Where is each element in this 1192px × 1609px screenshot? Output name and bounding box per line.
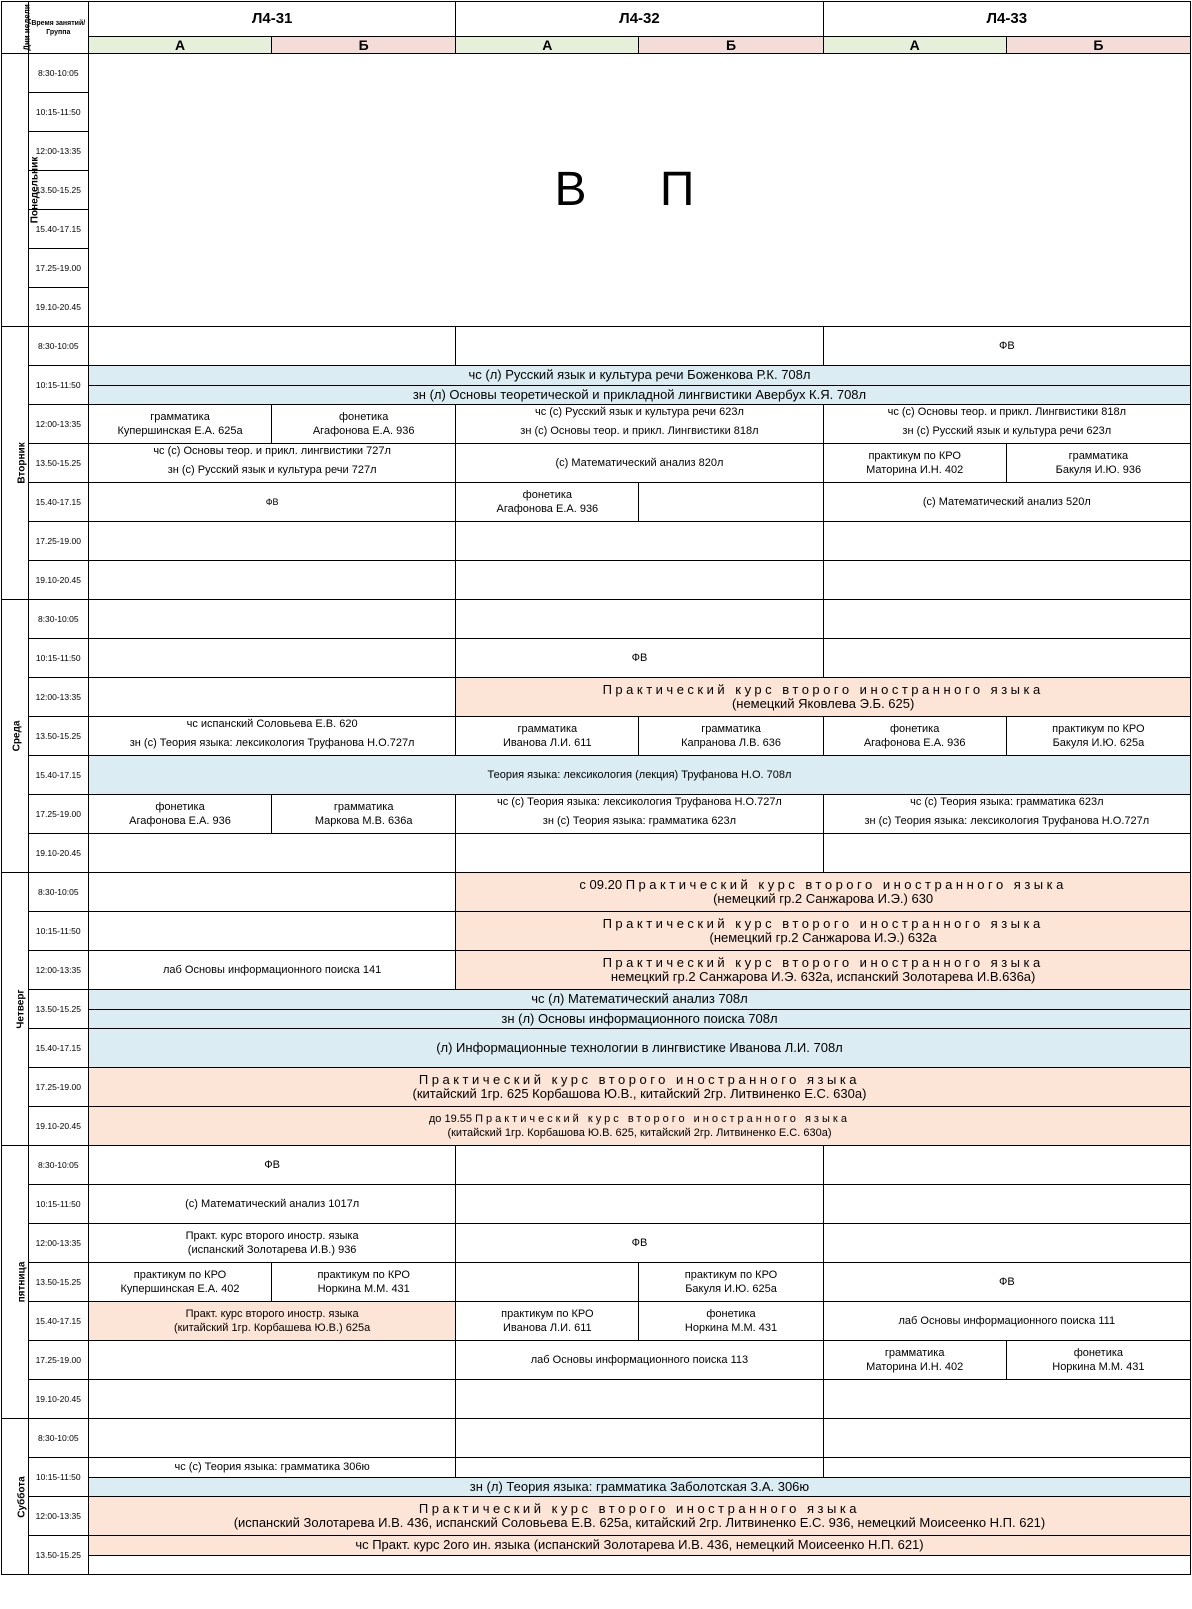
empty-cell bbox=[88, 912, 455, 951]
time-slot: 19.10-20.45 bbox=[28, 1380, 88, 1419]
group-l4-33: Л4-33 bbox=[823, 2, 1190, 37]
header-days: Дни недели bbox=[2, 2, 29, 54]
subgroup-32b: Б bbox=[639, 37, 823, 54]
lecture-cell: зн (л) Основы информационного поиска 708л bbox=[88, 1009, 1190, 1029]
class-cell: практикум по КРО Бакуля И.Ю. 625а bbox=[639, 1263, 823, 1302]
time-slot: 17.25-19.00 bbox=[28, 522, 88, 561]
empty-cell bbox=[88, 522, 455, 561]
time-slot: 15.40-17.15 bbox=[28, 210, 88, 249]
class-cell: фонетика Агафонова Е.А. 936 bbox=[88, 795, 271, 834]
time-slot: 12:00-13:35 bbox=[28, 405, 88, 444]
empty-cell bbox=[456, 1146, 823, 1185]
class-cell: (с) Математический анализ 820л bbox=[456, 444, 823, 483]
empty-cell bbox=[823, 600, 1190, 639]
time-slot: 15.40-17.15 bbox=[28, 756, 88, 795]
time-slot: 17.25-19.00 bbox=[28, 1068, 88, 1107]
lecture-cell: зн (л) Основы теоретической и прикладной лингвистики Авербух К.Я. 708л bbox=[88, 385, 1190, 405]
class-cell: чс испанский Соловьева Е.В. 620 зн (с) Теория языка: лексикология Труфанова Н.О.727л bbox=[88, 717, 455, 756]
group-l4-32: Л4-32 bbox=[456, 2, 823, 37]
time-slot: 15.40-17.15 bbox=[28, 1029, 88, 1068]
class-cell: лаб Основы информационного поиска 111 bbox=[823, 1302, 1190, 1341]
lecture-cell: (л) Информационные технологии в лингвистике Иванова Л.И. 708л bbox=[88, 1029, 1190, 1068]
time-slot: 19.10-20.45 bbox=[28, 1107, 88, 1146]
empty-cell bbox=[456, 834, 823, 873]
class-cell: практикум по КРО Маторина И.Н. 402 bbox=[823, 444, 1006, 483]
class-cell: чс (с) Русский язык и культура речи 623л зн (с) Основы теор. и прикл. Лингвистики 818л bbox=[456, 405, 823, 444]
time-slot: 10:15-11:50 bbox=[28, 1458, 88, 1497]
class-cell: практикум по КРО Бакуля И.Ю. 625а bbox=[1006, 717, 1190, 756]
empty-cell bbox=[823, 1419, 1190, 1458]
lecture-cell: зн (л) Теория языка: грамматика Заболотская З.А. 306ю bbox=[88, 1477, 1190, 1497]
empty-cell bbox=[823, 1380, 1190, 1419]
empty-cell bbox=[88, 1380, 455, 1419]
empty-cell bbox=[88, 834, 455, 873]
time-slot: 15.40-17.15 bbox=[28, 483, 88, 522]
class-cell: Практ. курс второго иностр. языка (испанский Золотарева И.В.) 936 bbox=[88, 1224, 455, 1263]
empty-cell bbox=[88, 1419, 455, 1458]
class-cell: лаб Основы информационного поиска 113 bbox=[456, 1341, 823, 1380]
empty-cell bbox=[823, 561, 1190, 600]
empty-cell bbox=[88, 327, 455, 366]
empty-cell bbox=[88, 678, 455, 717]
empty-cell bbox=[456, 1380, 823, 1419]
empty-cell bbox=[456, 561, 823, 600]
empty-cell bbox=[456, 327, 823, 366]
day-wednesday: Среда bbox=[2, 600, 29, 873]
time-slot: 10:15-11:50 bbox=[28, 366, 88, 405]
day-thursday: Четверг bbox=[2, 873, 29, 1146]
class-cell: ФВ bbox=[88, 1146, 455, 1185]
class-cell: грамматика Иванова Л.И. 611 bbox=[456, 717, 639, 756]
time-slot: 8:30-10:05 bbox=[28, 1419, 88, 1458]
class-cell: чс (с) Теория языка: грамматика 623л зн (с) Теория языка: лексикология Труфанова Н.О.727л bbox=[823, 795, 1190, 834]
class-cell: чс (с) Основы теор. и прикл. лингвистики 727л зн (с) Русский язык и культура речи 727л bbox=[88, 444, 455, 483]
empty-cell bbox=[823, 1458, 1190, 1478]
time-slot: 12:00-13:35 bbox=[28, 1497, 88, 1536]
day-saturday: Суббота bbox=[2, 1419, 29, 1575]
time-slot: 12:00-13:35 bbox=[28, 951, 88, 990]
class-cell: лаб Основы информационного поиска 141 bbox=[88, 951, 455, 990]
language-course-cell: Практический курс второго иностранного языка (китайский 1гр. 625 Корбашова Ю.В., китайский 2гр. Литвиненко Е.С. 630а) bbox=[88, 1068, 1190, 1107]
time-slot: 15.40-17.15 bbox=[28, 1302, 88, 1341]
time-slot: 17.25-19.00 bbox=[28, 795, 88, 834]
time-slot: 13.50-15.25 bbox=[28, 990, 88, 1029]
time-slot: 10:15-11:50 bbox=[28, 912, 88, 951]
empty-cell bbox=[456, 522, 823, 561]
language-course-cell: Практ. курс второго иностр. языка (китайский 1гр. Корбашева Ю.В.) 625а bbox=[88, 1302, 455, 1341]
class-cell: фонетика Норкина М.М. 431 bbox=[639, 1302, 823, 1341]
class-cell: практикум по КРО Норкина М.М. 431 bbox=[272, 1263, 456, 1302]
lecture-cell: чс (л) Математический анализ 708л bbox=[88, 990, 1190, 1010]
class-cell: (с) Математический анализ 520л bbox=[823, 483, 1190, 522]
class-cell: ФВ bbox=[823, 327, 1190, 366]
header-time-group: Время занятий/ Группа bbox=[28, 2, 88, 54]
class-cell: грамматика Маторина И.Н. 402 bbox=[823, 1341, 1006, 1380]
class-cell: грамматика Маркова М.В. 636а bbox=[272, 795, 456, 834]
empty-cell bbox=[88, 1341, 455, 1380]
time-slot: 13.50-15.25 bbox=[28, 717, 88, 756]
time-slot: 8:30-10:05 bbox=[28, 1146, 88, 1185]
class-cell: ФВ bbox=[823, 1263, 1190, 1302]
time-slot: 19.10-20.45 bbox=[28, 288, 88, 327]
subgroup-31a: А bbox=[88, 37, 271, 54]
subgroup-32a: А bbox=[456, 37, 639, 54]
class-cell: ФВ bbox=[456, 1224, 823, 1263]
class-cell: фонетика Агафонова Е.А. 936 bbox=[272, 405, 456, 444]
language-course-cell: Практический курс второго иностранного языка (немецкий Яковлева Э.Б. 625) bbox=[456, 678, 1191, 717]
lecture-cell: чс (л) Русский язык и культура речи Боженкова Р.К. 708л bbox=[88, 366, 1190, 386]
class-cell: практикум по КРО Купершинская Е.А. 402 bbox=[88, 1263, 271, 1302]
language-course-cell: Практический курс второго иностранного языка немецкий гр.2 Санжарова И.Э. 632а, испанский Золотарева И.В.636а) bbox=[456, 951, 1191, 990]
class-cell: грамматика Капранова Л.В. 636 bbox=[639, 717, 823, 756]
class-cell: (с) Математический анализ 1017л bbox=[88, 1185, 455, 1224]
time-slot: 19.10-20.45 bbox=[28, 561, 88, 600]
time-slot: 12:00-13:35 bbox=[28, 1224, 88, 1263]
class-cell: ФВ bbox=[88, 483, 455, 522]
empty-cell bbox=[823, 1185, 1190, 1224]
empty-cell bbox=[456, 600, 823, 639]
class-cell: чс (с) Теория языка: лексикология Труфанова Н.О.727л зн (с) Теория языка: грамматика 623л bbox=[456, 795, 823, 834]
class-cell: фонетика Норкина М.М. 431 bbox=[1006, 1341, 1190, 1380]
language-course-cell: чс Практ. курс 2ого ин. языка (испанский Золотарева И.В. 436, немецкий Моисеенко Н.П. 621) bbox=[88, 1536, 1190, 1556]
day-monday: Понедельник bbox=[2, 54, 29, 327]
time-slot: 10:15-11:50 bbox=[28, 93, 88, 132]
language-course-cell: с 09.20 Практический курс второго иностранного языка (немецкий гр.2 Санжарова И.Э.) 630 bbox=[456, 873, 1191, 912]
time-slot: 13.50-15.25 bbox=[28, 1263, 88, 1302]
empty-cell bbox=[456, 1458, 823, 1478]
class-cell: практикум по КРО Иванова Л.И. 611 bbox=[456, 1302, 639, 1341]
empty-cell bbox=[639, 483, 823, 522]
group-l4-31: Л4-31 bbox=[88, 2, 455, 37]
time-slot: 8:30-10:05 bbox=[28, 600, 88, 639]
empty-cell bbox=[823, 834, 1190, 873]
subgroup-33a: А bbox=[823, 37, 1006, 54]
language-course-cell: до 19.55 Практический курс второго иностранного языка (китайский 1гр. Корбашова Ю.В. 625, китайский 2гр. Литвиненко Е.С. 630а) bbox=[88, 1107, 1190, 1146]
class-cell: грамматика Бакуля И.Ю. 936 bbox=[1006, 444, 1190, 483]
empty-cell bbox=[88, 873, 455, 912]
empty-cell bbox=[88, 600, 455, 639]
time-slot: 13.50-15.25 bbox=[28, 171, 88, 210]
class-cell: чс (с) Основы теор. и прикл. Лингвистики 818л зн (с) Русский язык и культура речи 623л bbox=[823, 405, 1190, 444]
empty-cell bbox=[823, 1146, 1190, 1185]
lecture-cell: Теория языка: лексикология (лекция) Труфанова Н.О. 708л bbox=[88, 756, 1190, 795]
class-cell: фонетика Агафонова Е.А. 936 bbox=[823, 717, 1006, 756]
empty-cell bbox=[88, 561, 455, 600]
class-cell: фонетика Агафонова Е.А. 936 bbox=[456, 483, 639, 522]
time-slot: 19.10-20.45 bbox=[28, 834, 88, 873]
time-slot: 8:30-10:05 bbox=[28, 327, 88, 366]
empty-cell bbox=[456, 1419, 823, 1458]
language-course-cell: Практический курс второго иностранного языка (испанский Золотарева И.В. 436, испанский Соловьева Е.В. 625а, китайский 2гр. Литвиненко Е.С. 936, немецкий Моисеенко Н.П. 621) bbox=[88, 1497, 1190, 1536]
empty-cell bbox=[456, 1185, 823, 1224]
empty-cell bbox=[456, 1263, 639, 1302]
subgroup-33b: Б bbox=[1006, 37, 1190, 54]
day-tuesday: Вторник bbox=[2, 327, 29, 600]
time-slot: 17.25-19.00 bbox=[28, 1341, 88, 1380]
subgroup-31b: Б bbox=[272, 37, 456, 54]
empty-cell bbox=[823, 522, 1190, 561]
time-slot: 10:15-11:50 bbox=[28, 639, 88, 678]
time-slot: 10:15-11:50 bbox=[28, 1185, 88, 1224]
monday-vp-cell: В П bbox=[88, 54, 1190, 327]
time-slot: 13.50-15.25 bbox=[28, 1536, 88, 1575]
empty-cell bbox=[823, 1224, 1190, 1263]
time-slot: 12:00-13:35 bbox=[28, 132, 88, 171]
class-cell: грамматика Купершинская Е.А. 625а bbox=[88, 405, 271, 444]
time-slot: 12:00-13:35 bbox=[28, 678, 88, 717]
language-course-cell: Практический курс второго иностранного языка (немецкий гр.2 Санжарова И.Э.) 632а bbox=[456, 912, 1191, 951]
time-slot: 8:30-10:05 bbox=[28, 54, 88, 93]
time-slot: 8:30-10:05 bbox=[28, 873, 88, 912]
time-slot: 13.50-15.25 bbox=[28, 444, 88, 483]
empty-cell bbox=[823, 639, 1190, 678]
class-cell: чс (с) Теория языка: грамматика 306ю bbox=[88, 1458, 455, 1478]
day-friday: пятница bbox=[2, 1146, 29, 1419]
class-cell: ФВ bbox=[456, 639, 823, 678]
time-slot: 17.25-19.00 bbox=[28, 249, 88, 288]
empty-cell bbox=[88, 639, 455, 678]
schedule-table bbox=[1, 1, 1191, 1575]
empty-cell bbox=[88, 1555, 1190, 1575]
